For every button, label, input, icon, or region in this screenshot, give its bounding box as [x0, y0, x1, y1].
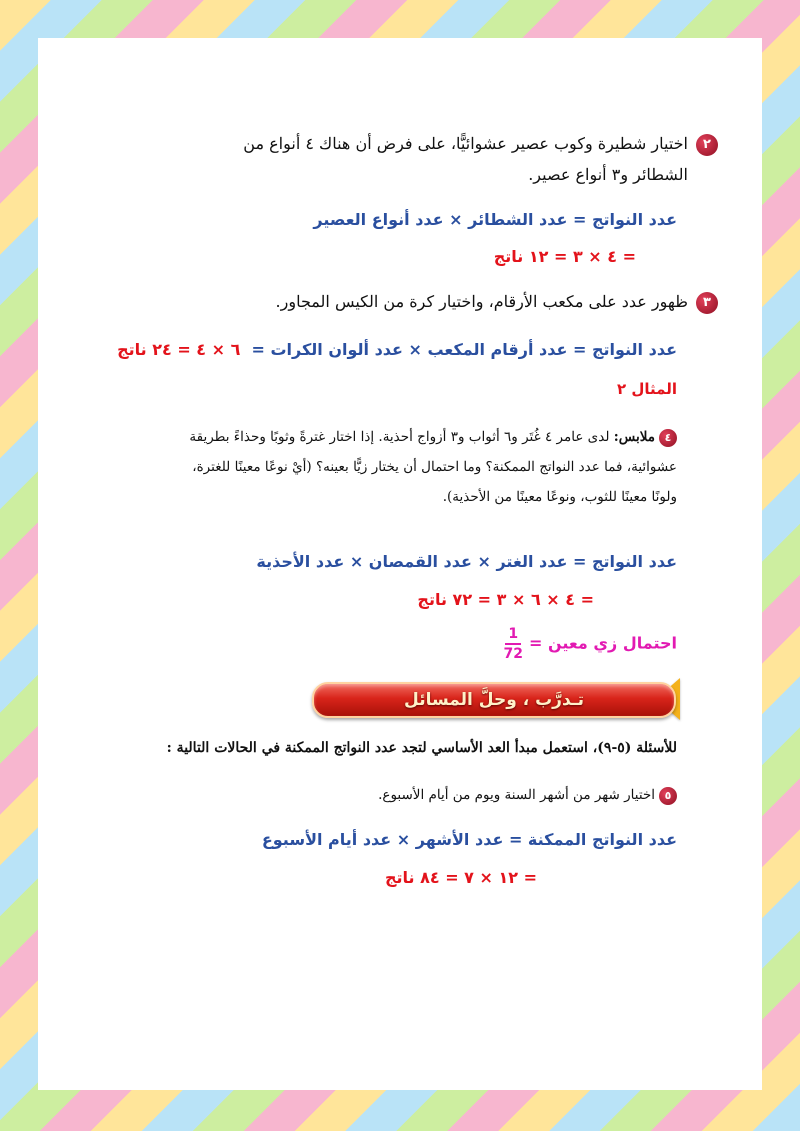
probability-label: احتمال زي معين =	[528, 633, 677, 653]
question-4-badge: ٤	[659, 429, 677, 447]
fraction-numerator: 1	[505, 626, 521, 645]
question-5-result: = ١٢ × ٧ = ٨٤ ناتج	[384, 868, 537, 887]
question-4	[98, 422, 677, 512]
question-2-text-2: الشطائر و٣ أنواع عصير.	[528, 165, 688, 184]
question-5-formula: عدد النواتج الممكنة = عدد الأشهر × عدد أيام الأسبوع	[261, 830, 677, 849]
worksheet-page	[38, 38, 762, 1090]
question-4-text-2: عشوائية، فما عدد النواتج الممكنة؟ وما احتمال أن يختار زيًّا بعينه؟ (أيْ نوعًا معينًا للغترة،	[192, 459, 677, 475]
probability-fraction	[503, 626, 522, 662]
probability-line	[38, 626, 677, 662]
question-4-text-1: لدى عامر ٤ غُتَر و٦ أثواب و٣ أزواج أحذية. إذا اختار غترةً وثوبًا وحذاءً بطريقة	[189, 429, 610, 445]
question-2-formula: عدد النواتج = عدد الشطائر × عدد أنواع العصير	[313, 210, 677, 229]
question-3-formula: عدد النواتج = عدد أرقام المكعب × عدد ألوان الكرات =	[251, 340, 677, 359]
question-2-line-1	[78, 128, 718, 159]
question-4-text-3: ولونًا معينًا للثوب، ونوعًا معينًا من الأحذية).	[442, 489, 677, 505]
question-4-result: = ٤ × ٦ × ٣ = ٧٢ ناتج	[417, 590, 594, 609]
question-5	[38, 780, 677, 810]
question-5-text: اختيار شهر من أشهر السنة ويوم من أيام الأسبوع.	[378, 787, 655, 803]
question-2	[78, 128, 718, 190]
question-3-result: ٦ × ٤ = ٢٤ ناتج	[117, 340, 241, 359]
question-3-formula-line	[38, 340, 677, 359]
question-5-badge: ٥	[659, 787, 677, 805]
question-3-text: ظهور عدد على مكعب الأرقام، واختيار كرة من الكيس المجاور.	[275, 292, 688, 311]
question-4-formula: عدد النواتج = عدد الغتر × عدد القمصان × عدد الأحذية	[256, 552, 677, 571]
fraction-denominator: 72	[503, 646, 523, 662]
question-3	[38, 286, 718, 317]
question-2-result: = ٤ × ٣ = ١٢ ناتج	[493, 247, 636, 266]
practice-banner: تـدرَّب ، وحلَّ المسائل	[312, 682, 676, 718]
question-4-label: ملابس:	[613, 429, 655, 445]
question-2-text-1: اختيار شطيرة وكوب عصير عشوائيًّا، على فرض أن هناك ٤ أنواع من	[243, 134, 688, 153]
question-3-badge: ٣	[696, 292, 718, 314]
question-4-line-1	[98, 422, 677, 452]
question-2-badge: ٢	[696, 134, 718, 156]
example-2-title: المثال ٢	[617, 380, 677, 398]
instructions: للأسئلة (٥-٩)، استعمل مبدأ العد الأساسي لتجد عدد النواتج الممكنة في الحالات التالية :	[166, 740, 677, 756]
